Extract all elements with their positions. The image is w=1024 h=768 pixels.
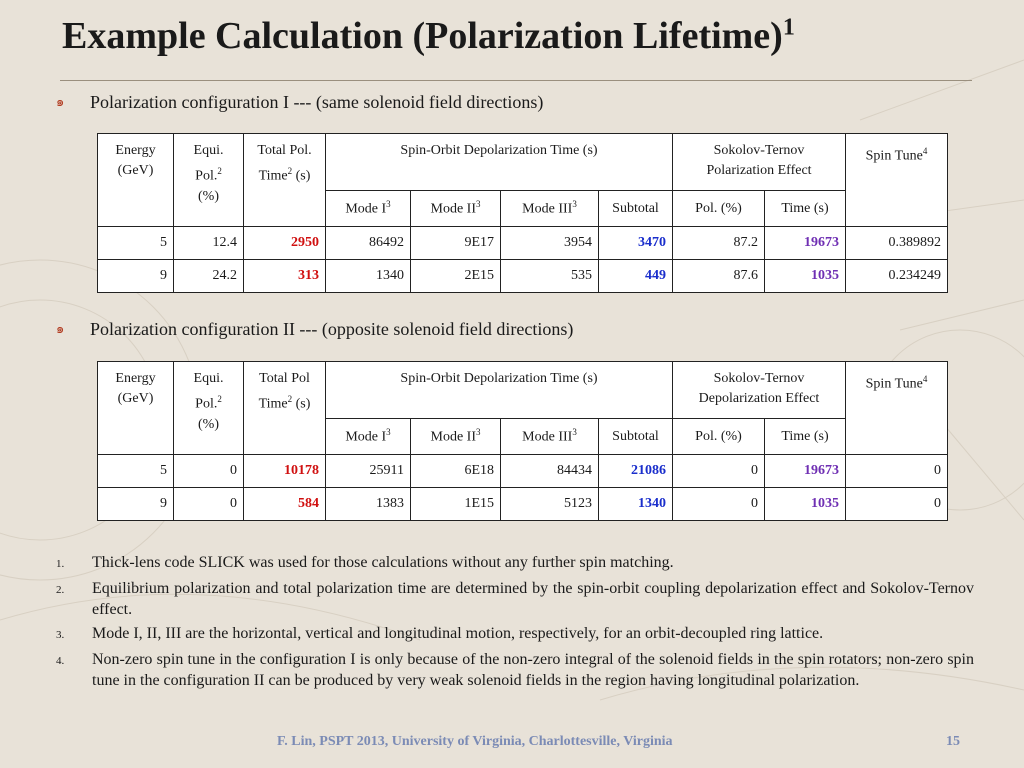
cell-subtotal: 3470 bbox=[599, 227, 673, 260]
cell-pol: 0 bbox=[673, 488, 765, 521]
config1-table bbox=[97, 133, 948, 293]
cell-total: 313 bbox=[244, 260, 326, 293]
cell-equi: 0 bbox=[174, 455, 244, 488]
cell-mode1: 1340 bbox=[326, 260, 411, 293]
footnotes bbox=[56, 552, 974, 694]
cell-total: 10178 bbox=[244, 455, 326, 488]
list-item bbox=[56, 649, 974, 691]
header-subtotal: Subtotal bbox=[599, 191, 673, 227]
cell-time: 19673 bbox=[765, 227, 846, 260]
cell-total: 584 bbox=[244, 488, 326, 521]
table-row bbox=[98, 260, 948, 293]
cell-equi: 12.4 bbox=[174, 227, 244, 260]
cell-energy: 9 bbox=[98, 260, 174, 293]
cell-energy: 9 bbox=[98, 488, 174, 521]
header-spin-tune: Spin Tune$^4$ bbox=[846, 134, 948, 227]
note-number: 3. bbox=[56, 629, 65, 641]
header-spin-tune: Spin Tune$^4$ bbox=[846, 362, 948, 455]
cell-mode3: 84434 bbox=[501, 455, 599, 488]
cell-equi: 24.2 bbox=[174, 260, 244, 293]
header-equi-pol: Equi. Pol.$^2$ (%) bbox=[174, 134, 244, 227]
cell-tune: 0.234249 bbox=[846, 260, 948, 293]
cell-tune: 0 bbox=[846, 488, 948, 521]
page-number: 15 bbox=[946, 734, 960, 749]
cell-mode2: 9E17 bbox=[411, 227, 501, 260]
header-sokolov: Sokolov-Ternov Polarization Effect bbox=[673, 134, 846, 191]
cell-pol: 87.6 bbox=[673, 260, 765, 293]
header-mode1: Mode $I^3$ bbox=[326, 419, 411, 455]
note-number: 4. bbox=[56, 655, 65, 667]
header-sokolov: Sokolov-Ternov Depolarization Effect bbox=[673, 362, 846, 419]
cell-mode3: 535 bbox=[501, 260, 599, 293]
table-row bbox=[98, 488, 948, 521]
note-text: Non-zero spin tune in the configuration I is only because of the non-zero integral of the solenoid fields in the spin rotators; non-zero spin tune in the configuration II can be produced by very weak solenoid fields in the region having longitudinal polarization. bbox=[92, 651, 974, 689]
header-mode2: Mode $II^3$ bbox=[411, 419, 501, 455]
table-row bbox=[98, 455, 948, 488]
table-row bbox=[98, 227, 948, 260]
header-spin-orbit: Spin-Orbit Depolarization Time (s) bbox=[326, 362, 673, 419]
config2-bullet: ๑ Polarization configuration II --- (opposite solenoid field directions) bbox=[56, 319, 574, 339]
cell-mode2: 2E15 bbox=[411, 260, 501, 293]
header-energy: Energy (GeV) bbox=[98, 134, 174, 227]
footer-text: F. Lin, PSPT 2013, University of Virginia, Charlottesville, Virginia bbox=[277, 734, 673, 749]
bullet-icon: ๑ bbox=[56, 94, 65, 109]
cell-mode3: 5123 bbox=[501, 488, 599, 521]
slide-title: Example Calculation (Polarization Lifetime)$^1$ bbox=[62, 14, 795, 57]
header-time: Time (s) bbox=[765, 419, 846, 455]
cell-time: 1035 bbox=[765, 488, 846, 521]
title-divider bbox=[60, 80, 972, 81]
cell-pol: 87.2 bbox=[673, 227, 765, 260]
cell-mode2: 6E18 bbox=[411, 455, 501, 488]
cell-mode1: 25911 bbox=[326, 455, 411, 488]
header-mode1: Mode $I^3$ bbox=[326, 191, 411, 227]
cell-subtotal: 21086 bbox=[599, 455, 673, 488]
header-time: Time (s) bbox=[765, 191, 846, 227]
list-item bbox=[56, 552, 974, 575]
cell-time: 1035 bbox=[765, 260, 846, 293]
note-number: 1. bbox=[56, 558, 65, 570]
cell-mode2: 1E15 bbox=[411, 488, 501, 521]
header-pol: Pol. (%) bbox=[673, 191, 765, 227]
note-text: Equilibrium polarization and total polarization time are determined by the spin-orbit coupling depolarization effect and Sokolov-Ternov effect. bbox=[92, 580, 974, 618]
header-mode2: Mode $II^3$ bbox=[411, 191, 501, 227]
list-item bbox=[56, 623, 974, 646]
cell-tune: 0.389892 bbox=[846, 227, 948, 260]
cell-subtotal: 449 bbox=[599, 260, 673, 293]
header-subtotal: Subtotal bbox=[599, 419, 673, 455]
note-number: 2. bbox=[56, 584, 65, 596]
cell-energy: 5 bbox=[98, 227, 174, 260]
cell-total: 2950 bbox=[244, 227, 326, 260]
cell-mode3: 3954 bbox=[501, 227, 599, 260]
config1-bullet: ๑ Polarization configuration I --- (same solenoid field directions) bbox=[56, 92, 544, 112]
header-equi-pol: Equi. Pol.$^2$ (%) bbox=[174, 362, 244, 455]
cell-subtotal: 1340 bbox=[599, 488, 673, 521]
bullet-icon: ๑ bbox=[56, 321, 65, 336]
header-mode3: Mode III$^3$ bbox=[501, 191, 599, 227]
note-text: Mode I, II, III are the horizontal, vertical and longitudinal motion, respectively, for an orbit-decoupled ring lattice. bbox=[92, 625, 824, 642]
header-pol: Pol. (%) bbox=[673, 419, 765, 455]
cell-tune: 0 bbox=[846, 455, 948, 488]
cell-mode1: 86492 bbox=[326, 227, 411, 260]
cell-time: 19673 bbox=[765, 455, 846, 488]
cell-mode1: 1383 bbox=[326, 488, 411, 521]
list-item bbox=[56, 578, 974, 620]
header-mode3: Mode III$^3$ bbox=[501, 419, 599, 455]
cell-energy: 5 bbox=[98, 455, 174, 488]
header-energy: Energy (GeV) bbox=[98, 362, 174, 455]
header-total-pol-time: Total Pol Time$^2$ (s) bbox=[244, 362, 326, 455]
config2-table bbox=[97, 361, 948, 521]
header-total-pol-time: Total Pol. Time$^2$ (s) bbox=[244, 134, 326, 227]
cell-equi: 0 bbox=[174, 488, 244, 521]
header-spin-orbit: Spin-Orbit Depolarization Time (s) bbox=[326, 134, 673, 191]
cell-pol: 0 bbox=[673, 455, 765, 488]
note-text: Thick-lens code SLICK was used for those calculations without any further spin matching. bbox=[92, 554, 674, 571]
